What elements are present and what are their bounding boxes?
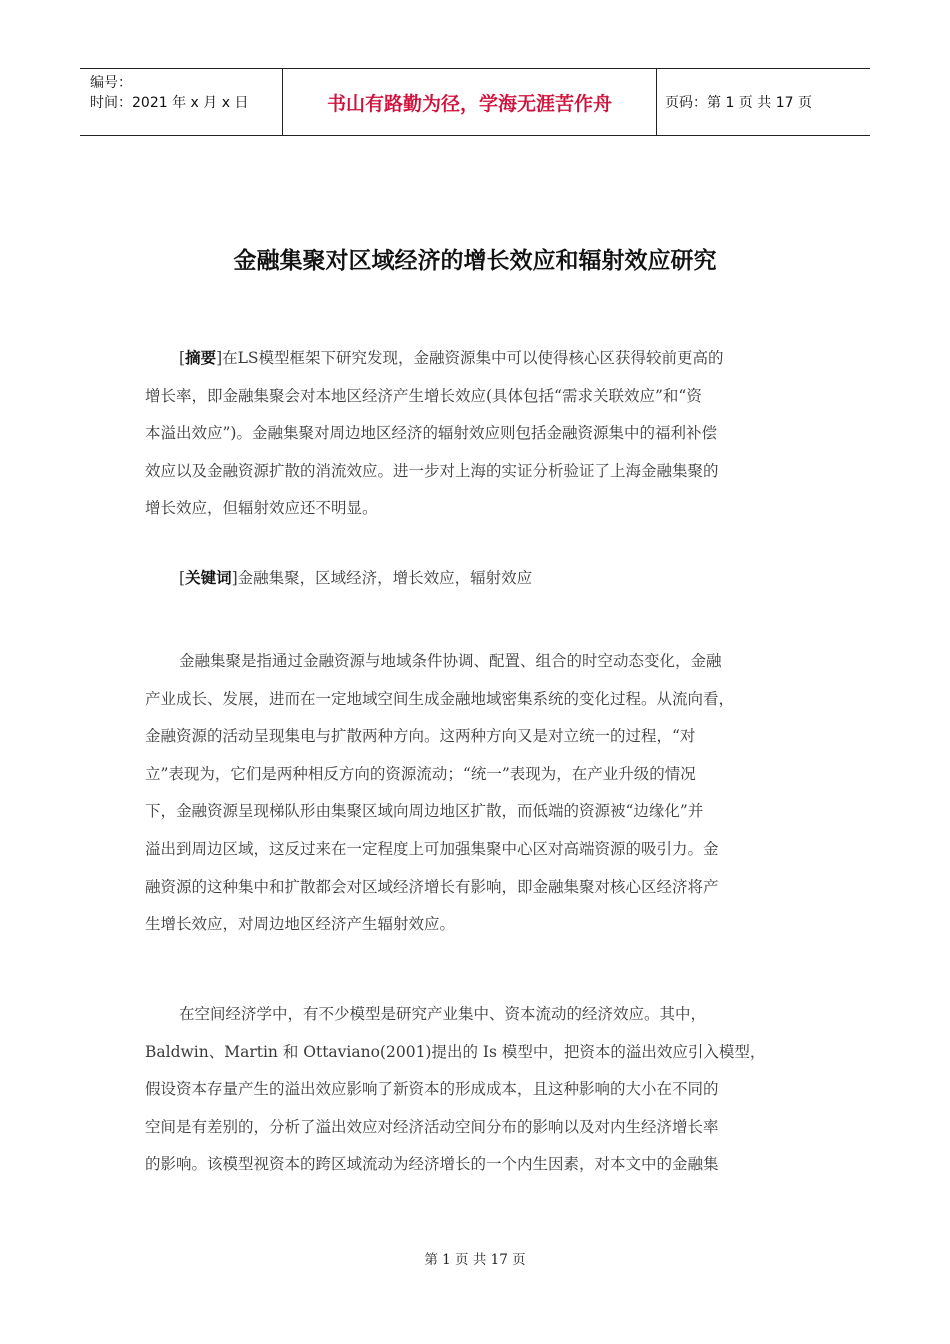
keywords-text: 金融集聚，区域经济，增长效应，辐射效应 (237, 569, 533, 587)
body-line: 融资源的这种集中和扩散都会对区域经济增长有影响，即金融集聚对核心区经济将产 (145, 877, 719, 896)
abstract-line: 增长率，即金融集聚会对本地区经济产生增长效应(具体包括“需求关联效应”和“资 (145, 386, 702, 405)
header-page-code: 页码：第 1 页 共 17 页 (665, 95, 812, 111)
body-line: 空间是有差别的，分析了溢出效应对经济活动空间分布的影响以及对内生经济增长率 (145, 1117, 719, 1136)
abstract-label: 摘要 (185, 349, 217, 367)
body-line: 产业成长、发展，进而在一定地域空间生成金融地域密集系统的变化过程。从流向看， (145, 689, 735, 708)
abstract-line: 增长效应，但辐射效应还不明显。 (145, 499, 378, 518)
body-line: 在空间经济学中，有不少模型是研究产业集中、资本流动的经济效应。其中， (179, 1005, 707, 1023)
body-line: 溢出到周边区域，这反过来在一定程度上可加强集聚中心区对高端资源的吸引力。金 (145, 839, 719, 858)
body-line: 金融资源的活动呈现集电与扩散两种方向。这两种方向又是对立统一的过程，“对 (145, 727, 696, 746)
body-line: Baldwin、Martin 和 Ottaviano(2001)提出的 Is 模型中，把资本的溢出效应引入模型， (145, 1042, 766, 1061)
abstract-paragraph: [摘要]在LS模型框架下研究发现，金融资源集中可以使得核心区获得较前更高的 增长率，即金融集聚会对本地区经济产生增长效应(具体包括“需求关联效应”和“资 本溢出效应”)。金融集聚对周边地区经济的辐射效应则包括金融资源集中的福利补偿 效应以及金融资源扩散的消流效应。进一步对上海的实证分析验证了上海金融集聚的 增长效应，但辐射效应还不明显。 (145, 340, 805, 528)
body-line: 下，金融资源呈现梯队形由集聚区域向周边地区扩散，而低端的资源被“边缘化”并 (145, 802, 704, 821)
body-line: 金融集聚是指通过金融资源与地域条件协调、配置、组合的时空动态变化，金融 (179, 652, 722, 670)
header-meta (80, 69, 282, 135)
header-motto: 书山有路勤为径，学海无涯苦作舟 (282, 69, 657, 135)
body-line: 立”表现为，它们是两种相反方向的资源流动；“统一”表现为，在产业升级的情况 (145, 764, 696, 783)
time-label: 时间：2021 年 x 月 x 日 (90, 95, 249, 111)
abstract-line: 在LS模型框架下研究发现，金融资源集中可以使得核心区获得较前更高的 (222, 349, 724, 367)
keywords-paragraph: [关键词]金融集聚，区域经济，增长效应，辐射效应 (179, 569, 533, 587)
abstract-line: 本溢出效应”)。金融集聚对周边地区经济的辐射效应则包括金融资源集中的福利补偿 (145, 424, 717, 443)
number-label: 编号： (90, 75, 132, 91)
abstract-line: 效应以及金融资源扩散的消流效应。进一步对上海的实证分析验证了上海金融集聚的 (145, 461, 719, 480)
document-header (80, 68, 870, 136)
body-line: 的影响。该模型视资本的跨区域流动为经济增长的一个内生因素，对本文中的金融集 (145, 1155, 719, 1174)
body-paragraph-1 (145, 643, 805, 944)
page-footer: 第 1 页 共 17 页 (424, 1252, 526, 1268)
body-paragraph-2 (145, 996, 805, 1184)
body-line: 假设资本存量产生的溢出效应影响了新资本的形成成本，且这种影响的大小在不同的 (145, 1080, 719, 1099)
keywords-label: 关键词 (185, 569, 232, 587)
body-line: 生增长效应，对周边地区经济产生辐射效应。 (145, 915, 456, 934)
document-title: 金融集聚对区域经济的增长效应和辐射效应研究 (233, 248, 717, 274)
